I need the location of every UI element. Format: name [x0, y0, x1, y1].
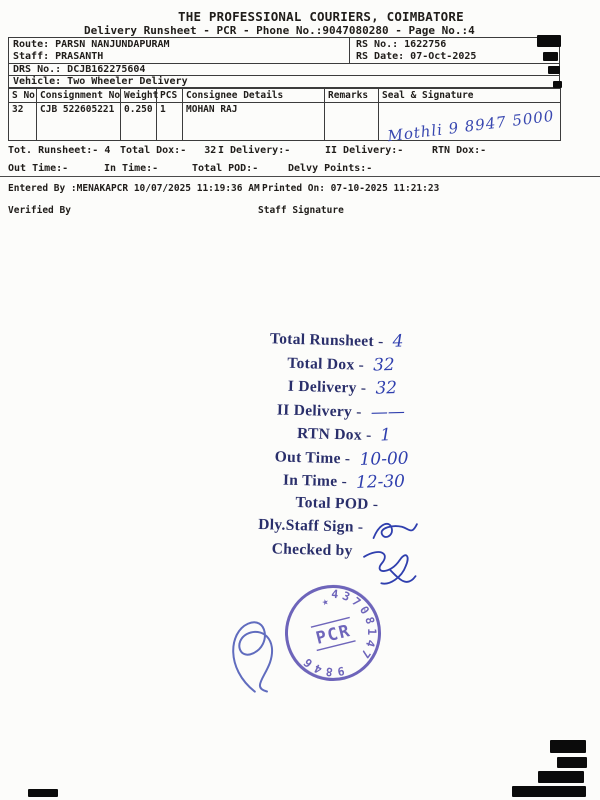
staff-signature-label: Staff Signature [258, 205, 344, 216]
col-header-consignee: Consignee Details [183, 89, 325, 103]
hw-in-time: In Time - 12-30 [282, 471, 406, 493]
cell-seal-signature [379, 103, 561, 146]
doc-subtitle: Delivery Runsheet - PCR - Phone No.:9047080280 - Page No.:4 [84, 24, 475, 37]
staff-sign-signature [371, 518, 420, 545]
hw-rtn-dox: RTN Dox - 1 [296, 425, 392, 446]
col-header-weight: Weight [121, 89, 157, 103]
total-dox-label: Total Dox:- 32 [120, 145, 217, 156]
ii-delivery-label: II Delivery:- [325, 145, 404, 156]
col-header-pcs: PCS [157, 89, 183, 103]
cell-weight: 0.250 [121, 103, 157, 141]
scan-artifact [543, 52, 558, 61]
verified-by-label: Verified By [8, 205, 71, 216]
hw-total-runsheet: Total Runsheet - 4 [269, 330, 404, 352]
col-header-s-no: S No [9, 89, 37, 103]
consignment-table [8, 88, 560, 146]
route-line: Route: PARSN NANJUNDAPURAM [13, 39, 170, 50]
stamp-rim-digits-right: 43708147 [330, 586, 380, 664]
hw-out-time: Out Time - 10-00 [274, 447, 409, 470]
cell-pcs: 1 [157, 103, 183, 141]
scan-artifact [553, 81, 562, 88]
delvy-points-label: Delvy Points:- [288, 163, 373, 174]
signature-stroke [364, 552, 417, 585]
stamp-rim-digits-left: 9846 [298, 653, 346, 680]
cell-s-no: 32 [9, 103, 37, 141]
col-header-consignment-no: Consignment No [37, 89, 121, 103]
hw-total-dox: Total Dox - 32 [287, 354, 396, 376]
table-header-row [9, 89, 561, 103]
vehicle-line: Vehicle: Two Wheeler Delivery [8, 76, 560, 88]
scan-artifact [28, 789, 58, 797]
scan-artifact [550, 740, 586, 753]
hw-ii-delivery: II Delivery - —— [276, 400, 405, 423]
printed-on-line: Printed On: 07-10-2025 11:21:23 [262, 183, 440, 194]
stamp-center-text: PCR [313, 620, 353, 649]
rs-date-line: RS Date: 07-Oct-2025 [356, 51, 477, 62]
hw-total-pod: Total POD - [295, 493, 379, 513]
i-delivery-label: I Delivery:- [218, 145, 291, 156]
scan-artifact [557, 757, 587, 768]
rs-no-line: RS No.: 1622756 [356, 39, 447, 50]
table-row [9, 103, 561, 141]
doc-title: THE PROFESSIONAL COURIERS, COIMBATORE [178, 9, 464, 24]
in-time-label: In Time:- [104, 163, 159, 174]
scan-artifact [537, 35, 561, 47]
signature-stroke [373, 523, 416, 539]
drs-no-line: DRS No.: DCJB162275604 [8, 64, 560, 76]
hw-i-delivery: I Delivery - 32 [287, 377, 398, 399]
col-header-seal: Seal & Signature [379, 89, 561, 103]
signature-stroke [228, 620, 279, 696]
divider-line [0, 176, 600, 177]
tot-runsheet-label: Tot. Runsheet:- 4 [8, 145, 111, 156]
scan-artifact [538, 771, 584, 783]
cell-remarks [325, 103, 379, 141]
hw-dly-staff-sign: Dly.Staff Sign - [230, 515, 447, 544]
total-pod-label: Total POD:- [192, 163, 259, 174]
scan-artifact [512, 786, 586, 797]
handwritten-summary [216, 327, 452, 568]
rs-info-right [349, 38, 559, 63]
hw-checked-by: Checked by [244, 539, 447, 568]
cell-consignment-no: CJB 522605221 [37, 103, 121, 141]
scan-artifact [548, 66, 560, 74]
staff-line: Staff: PRASANTH [13, 51, 104, 62]
route-info-box [8, 37, 560, 64]
route-info-left [13, 39, 170, 63]
out-time-label: Out Time:- [8, 163, 69, 174]
cell-consignee: MOHAN RAJ [183, 103, 325, 141]
entered-by-line: Entered By :MENAKAPCR 10/07/2025 11:19:36 AM [8, 183, 260, 194]
handwritten-seal-note: Mothli 9 8947 5000 [386, 106, 556, 146]
col-header-remarks: Remarks [325, 89, 379, 103]
rtn-dox-label: RTN Dox:- [432, 145, 487, 156]
stamp-star-icon: ★ [320, 594, 330, 609]
svg-text:9846 [296, 645, 346, 687]
